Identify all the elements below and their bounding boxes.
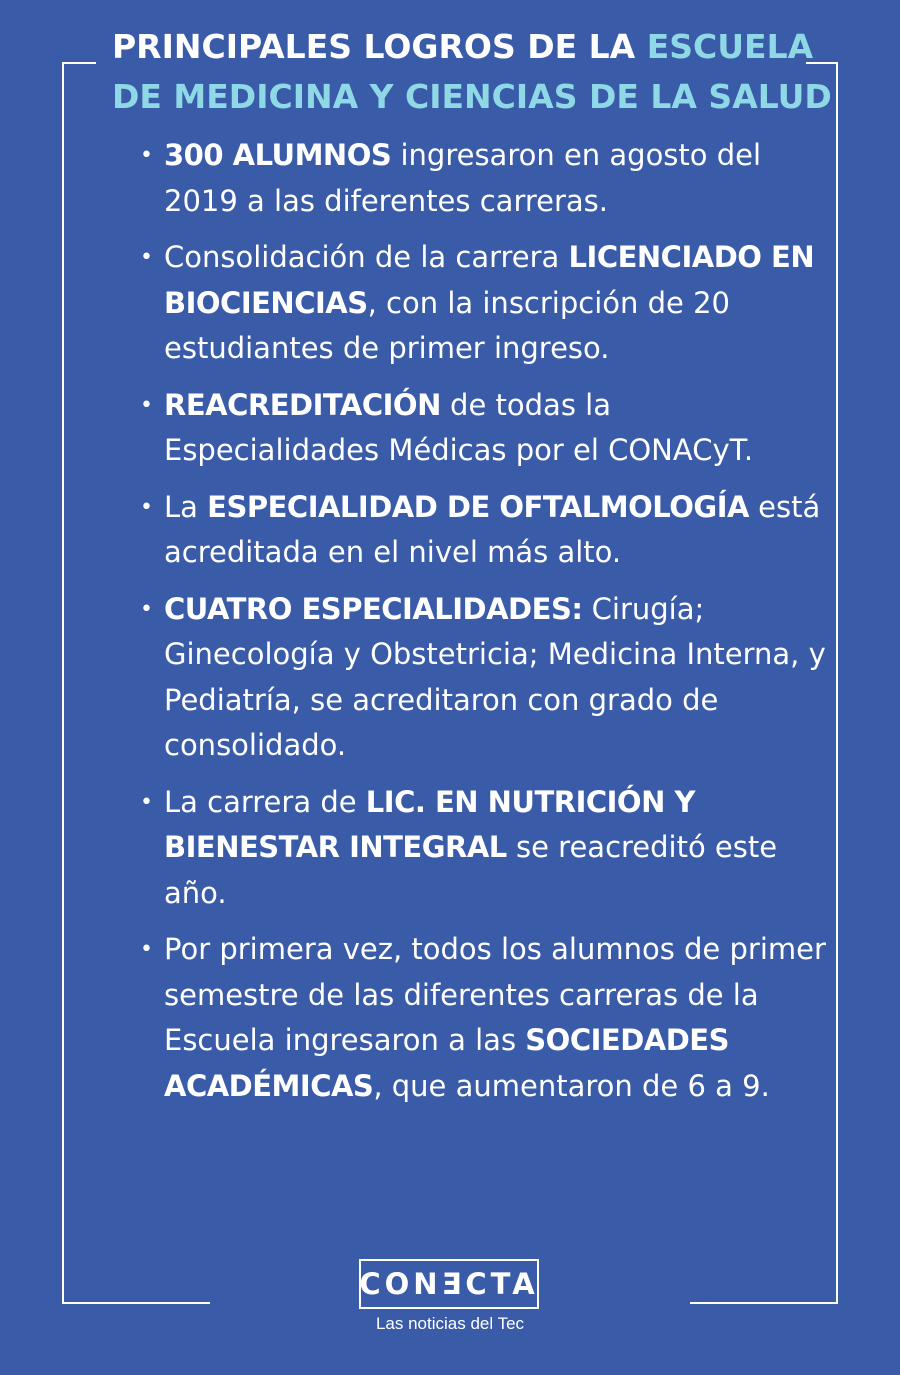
- page-title: [112, 22, 832, 122]
- title-line-1: [112, 22, 814, 72]
- title-line-2: DE MEDICINA Y CIENCIAS DE LA SALUD: [112, 77, 832, 116]
- highlight-text: LIC. EN NUTRICIÓN Y BIENESTAR INTEGRAL: [164, 784, 695, 864]
- conecta-logo: [359, 1259, 539, 1309]
- highlight-text: LICENCIADO EN BIOCIENCIAS: [164, 240, 815, 320]
- highlight-text: 300 ALUMNOS: [164, 138, 392, 172]
- logo-wordmark: CONƎCTA: [359, 1267, 539, 1301]
- list-item: [136, 927, 826, 1109]
- bullet-icon: •: [140, 494, 153, 520]
- body-text: Cirugía; Ginecología y Obstetricia; Medicina Interna, y Pediatría, se acreditaron con grado de consolidado.: [164, 591, 826, 762]
- list-item: [136, 485, 826, 576]
- list-item: [136, 133, 826, 224]
- title-white-part: PRINCIPALES LOGROS DE LA: [112, 27, 647, 66]
- logo-tagline: Las noticias del Tec: [375, 1314, 525, 1333]
- bullet-icon: •: [140, 937, 153, 962]
- body-text: ingresaron en agosto del 2019 a las diferentes carreras.: [164, 138, 762, 218]
- title-cyan-part: ESCUELA: [646, 27, 814, 66]
- frame-top-left-line: [62, 62, 96, 64]
- list-item: [136, 780, 826, 917]
- highlight-text: SOCIEDADES ACADÉMICAS: [164, 1023, 729, 1103]
- bullet-icon: •: [140, 392, 153, 418]
- frame-bottom-right-line: [690, 1302, 838, 1304]
- body-text: La: [164, 489, 208, 524]
- bullet-icon: •: [140, 789, 153, 815]
- body-text: Consolidación de la carrera: [164, 240, 569, 274]
- highlight-text: REACREDITACIÓN: [164, 387, 441, 422]
- body-text: se reacreditó este año.: [164, 830, 778, 910]
- bullet-icon: •: [140, 596, 153, 622]
- frame-left-line: [62, 62, 64, 1304]
- body-text: de todas la Especialidades Médicas por el CONACyT.: [164, 387, 754, 467]
- body-text: , que aumentaron de 6 a 9.: [373, 1068, 770, 1103]
- body-text: está acreditada en el nivel más alto.: [164, 489, 821, 569]
- body-text: Por primera vez, todos los alumnos de primer semestre de las diferentes carreras de la Escuela ingresaron a las: [164, 932, 826, 1057]
- highlight-text: CUATRO ESPECIALIDADES:: [164, 591, 583, 626]
- frame-right-line: [836, 62, 838, 1304]
- frame-bottom-left-line: [62, 1302, 210, 1304]
- achievements-list: [136, 133, 826, 1120]
- highlight-text: ESPECIALIDAD DE OFTALMOLOGÍA: [207, 489, 749, 524]
- body-text: , con la inscripción de 20 estudiantes de primer ingreso.: [164, 285, 730, 365]
- list-item: [136, 383, 826, 474]
- list-item: [136, 235, 826, 372]
- body-text: La carrera de: [164, 784, 366, 819]
- list-item: [136, 587, 826, 769]
- bullet-icon: •: [140, 143, 153, 168]
- bullet-icon: •: [140, 245, 153, 270]
